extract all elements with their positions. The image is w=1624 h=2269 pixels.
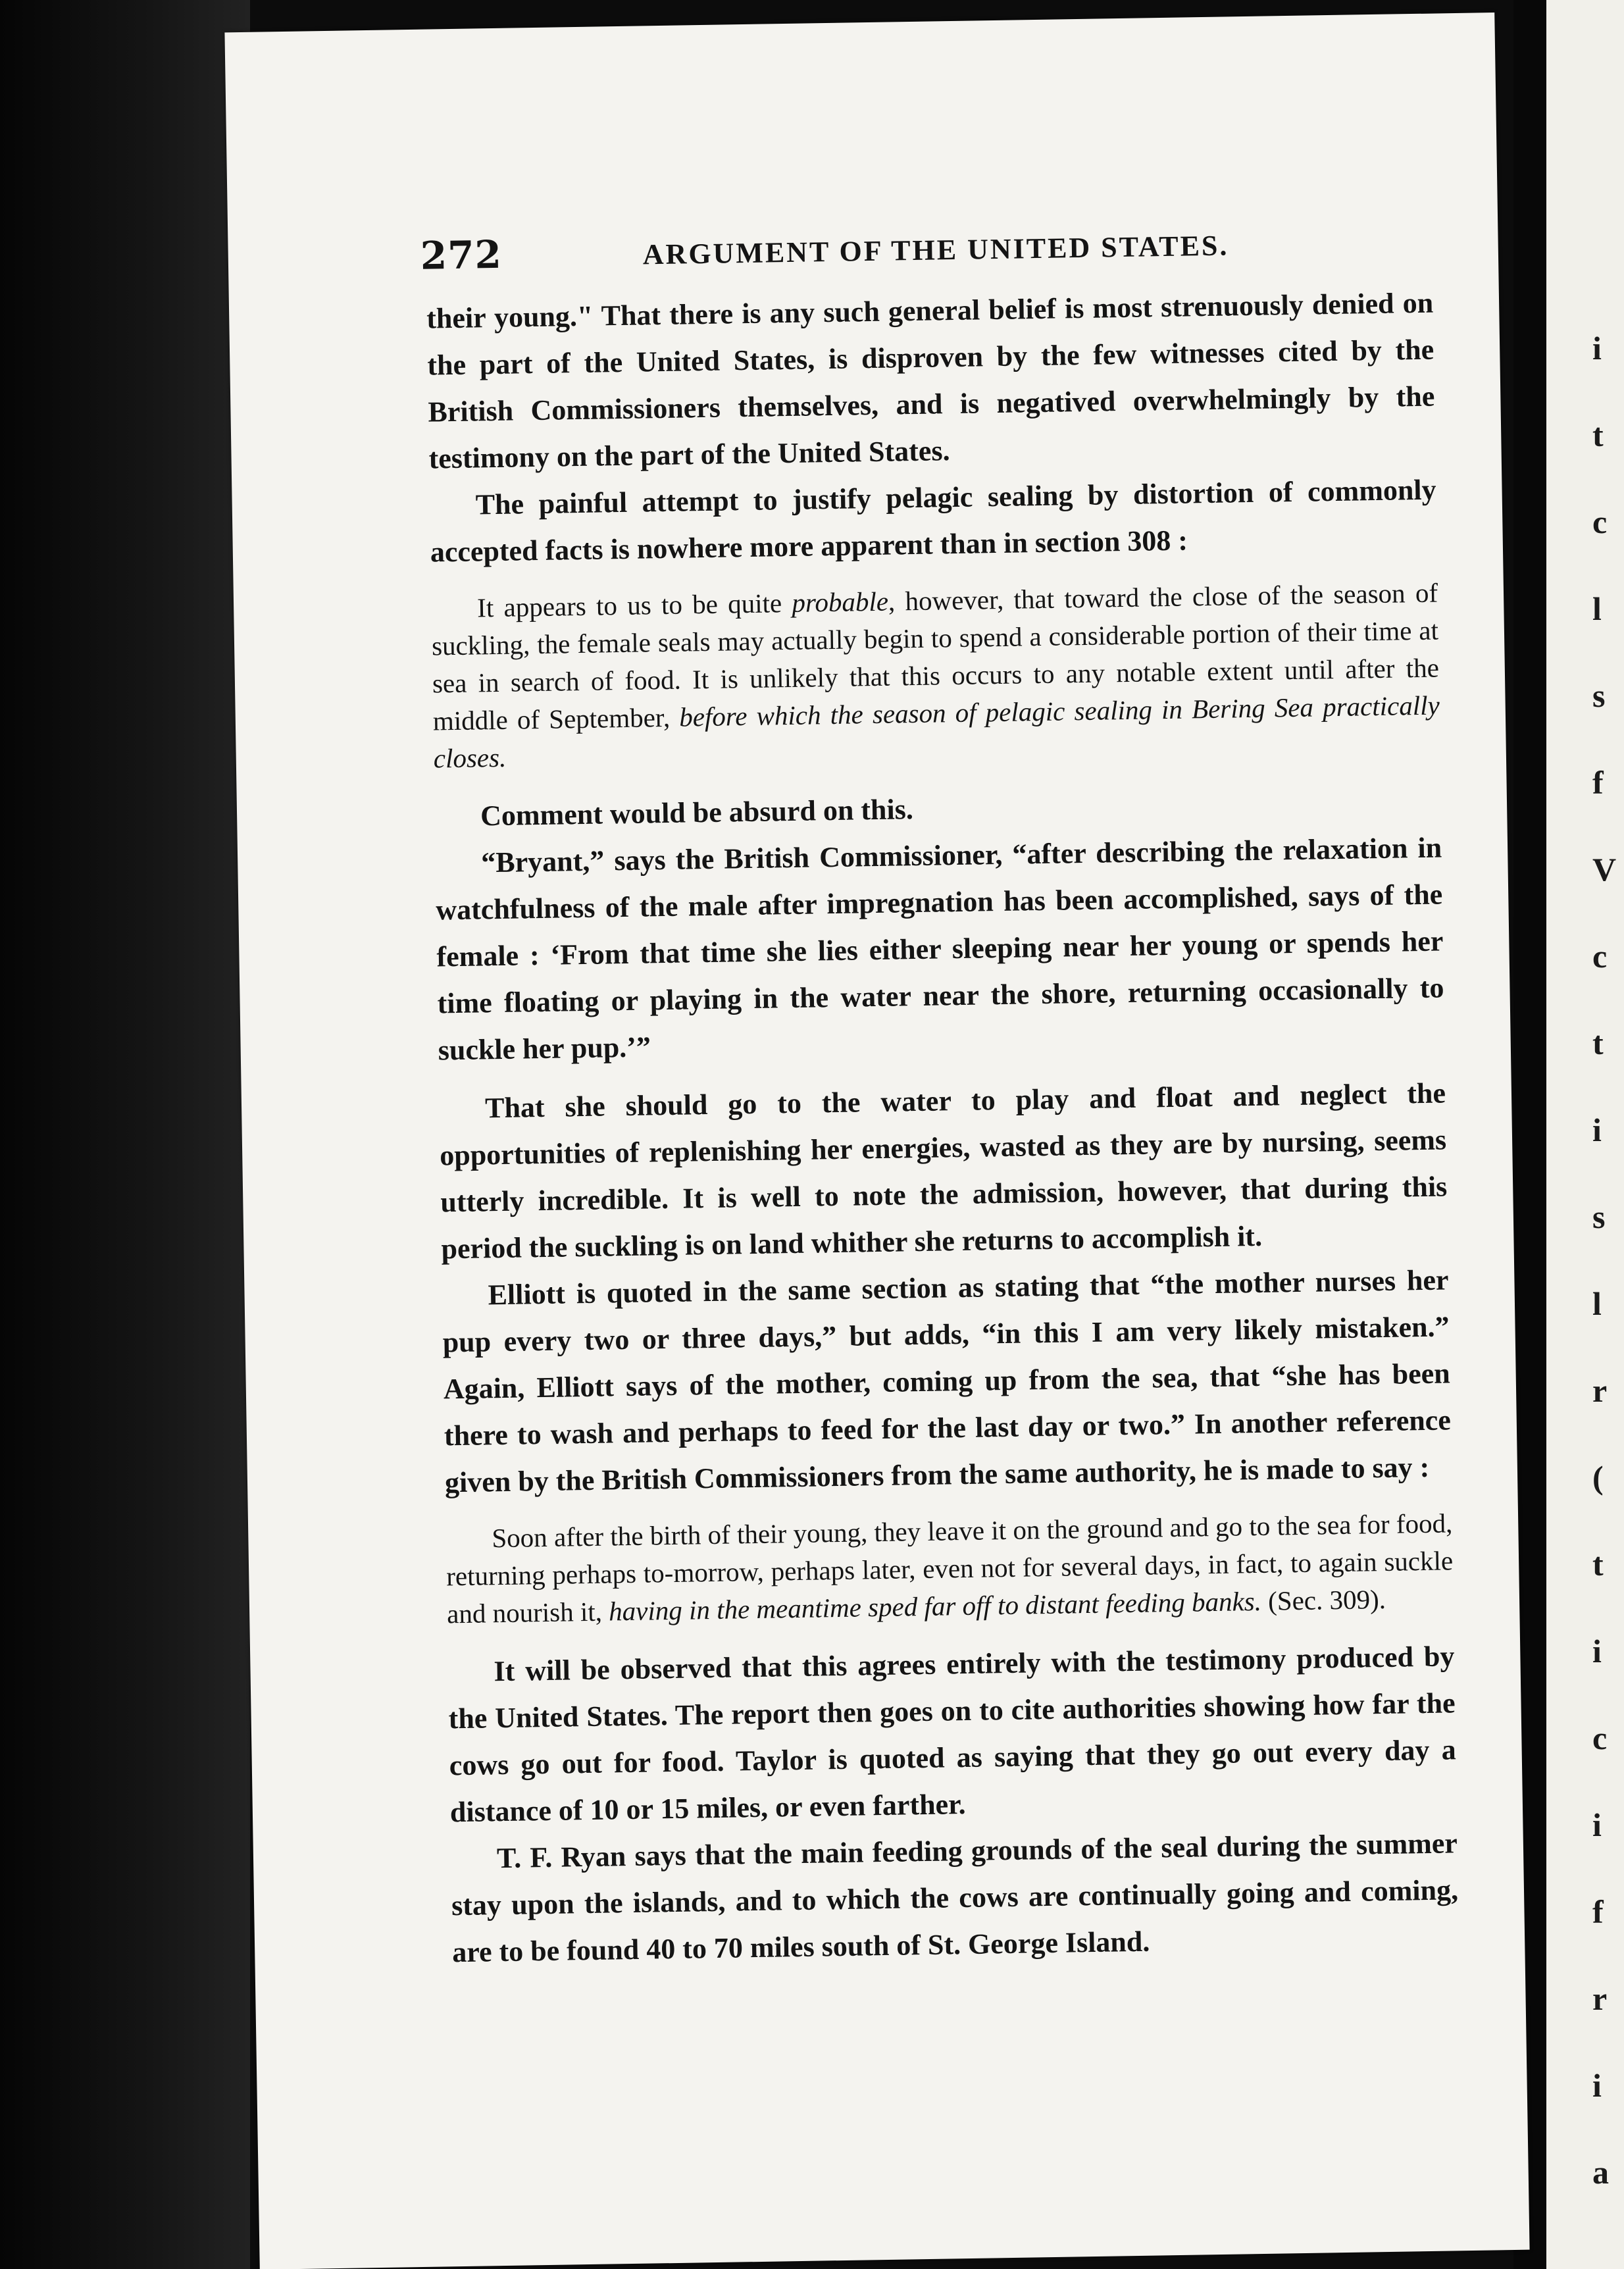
quote-308-emphasis-probable: probable [792,586,889,618]
running-title: ARGUMENT OF THE UNITED STATES. [642,229,1229,271]
facing-page-letter: s [1592,677,1606,714]
facing-page-letter: t [1592,1546,1604,1583]
facing-page-letter: r [1592,1372,1608,1409]
facing-page-edge [1546,0,1624,2269]
facing-page-letter: V [1592,851,1617,888]
quote-308-text-a: It appears to us to be quite [476,587,792,623]
quote-309-italic: having in the meantime sped far off to distant feeding banks. [608,1585,1262,1627]
paragraph-8: T. F. Ryan says that the main feeding grounds of the seal during the summer stay upon the islands, and to which the cows are continually going and coming, are to be found 40 to 70 miles south of St. George Island. [451,1827,1459,1969]
quote-308-italic-tail: before which the season of pelagic sealing in Bering Sea practically closes. [433,690,1440,774]
book-page [224,13,1529,2269]
facing-page-letter: i [1592,330,1602,367]
paragraph-6: Elliott is quoted in the same section as stating that “the mother nurses her pup every two or three days,” but adds, “in this I am very likely mistaken.” Again, Elliott says of the mother, coming up from the sea, that “she has been there to wash and perhaps to feed for the last day or two.” In another reference given by the British Commissioners from the same authority, he is made to say : [442,1263,1452,1499]
facing-page-letter: i [1592,1806,1602,1843]
paragraph-2: The painful attempt to justify pelagic sealing by distortion of commonly accepted facts is nowhere more apparent than in section 308 : [430,473,1436,569]
quote-309-citation: (Sec. 309). [1261,1583,1386,1616]
facing-page-letter: r [1592,1980,1608,2017]
quote-308 [431,574,1440,778]
facing-page-letter: f [1592,764,1604,801]
facing-page-letter: f [1592,1893,1604,1930]
facing-page-letter: i [1592,2067,1602,2104]
facing-page-letter: c [1592,503,1608,540]
block-quote-section-308 [431,574,1440,778]
paragraph-5: That she should go to the water to play and float and neglect the opportunities of replenishing her energies, wasted as they are by nursing, seems utterly incredible. It is well to note the admission, however, that during this period the suckling is on land whither she returns to accomplish it. [439,1077,1448,1265]
quote-309 [445,1504,1454,1633]
facing-page-letter: t [1592,1025,1604,1061]
facing-page-letter: a [1592,2154,1609,2191]
paragraph-7: It will be observed that this agrees entirely with the testimony produced by the United States. The report then goes on to cite authorities showing how far the cows go out for food. Taylor is quoted as saying that they go out every day a distance of 10 or 15 miles, or even farther. [448,1640,1457,1829]
binding-shadow [0,0,250,2269]
facing-page-letter: i [1592,1633,1602,1670]
facing-page-letter: t [1592,417,1604,453]
quote-309-text-a: Soon after the birth of their young, they leave it on the ground and go to the sea for food, returning perhaps to-morrow, perhaps later, even not for several days, in fact, to again suckle and nourish it, [445,1508,1454,1629]
facing-page-letter: c [1592,938,1608,975]
paragraph-3: Comment would be absurd on this. [480,793,914,832]
facing-page-letter: i [1592,1111,1602,1148]
block-quote-section-309 [445,1504,1454,1633]
paragraph-4: “Bryant,” says the British Commissioner, “after describing the relaxation in watchfulness of the male after impregnation has been accomplished, says of the female : ‘From that time she lies either sleeping near her young or spends her time floating or playing in the water near the shore, returning occasionally to suckle her pup.’” [436,831,1444,1067]
facing-page-letter: c [1592,1720,1608,1756]
page-content [420,218,1459,1976]
facing-page-letter: l [1592,590,1602,627]
facing-page-letter: s [1592,1198,1606,1235]
facing-page-letter: l [1592,1285,1602,1322]
page-number: 272 [420,232,503,278]
quote-308-text-c: , however, that toward the close of the season of suckling, the female seals may actually begin to spend a considerable portion of their time at sea in search of food. It is unlikely that this occurs to any notable extent until after the middle of September, [431,577,1440,736]
paragraph-1: their young." That there is any such general belief is most strenuously denied on the part of the United States, is disproven by the few witnesses cited by the British Commissioners themselves, and is negatived overwhelmingly by the testimony on the part of the United States. [426,286,1435,475]
facing-page-letter: ( [1592,1459,1604,1496]
